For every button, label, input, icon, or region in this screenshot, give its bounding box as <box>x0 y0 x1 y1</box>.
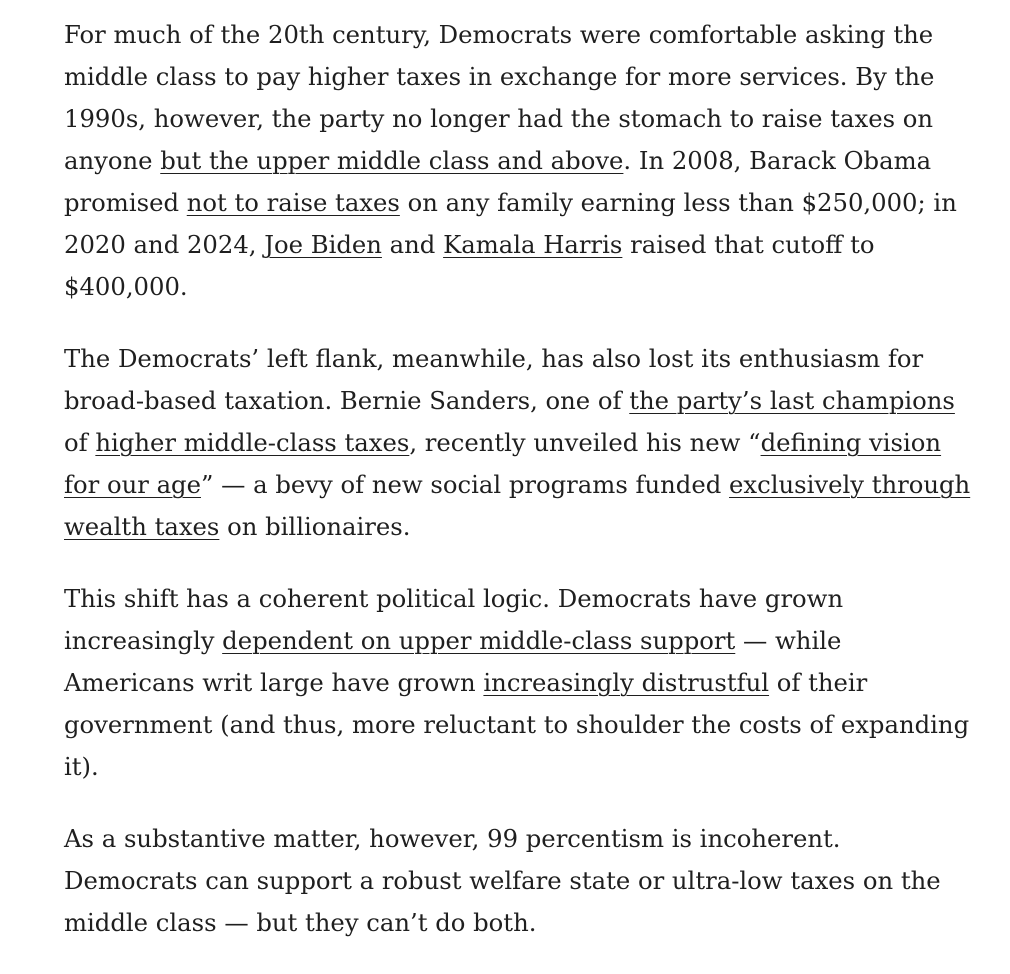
paragraph-text: . In 2008, Barack Obama promised <box>64 146 932 217</box>
link-increasingly-distrustful[interactable]: increasingly distrustful <box>483 668 770 697</box>
link-partys-last-champions[interactable]: the party’s last champions <box>629 386 955 415</box>
paragraph-text: raised that cutoff to $400,000. <box>64 230 875 301</box>
paragraph-text: of <box>64 428 96 457</box>
paragraph-3 <box>64 578 974 788</box>
link-upper-middle-class-support[interactable]: dependent on upper middle-class support <box>222 626 736 655</box>
link-defining-vision[interactable]: defining vision for our age <box>64 428 942 499</box>
paragraph-text: The Democrats’ left flank, meanwhile, has also lost its enthusiasm for broad-based taxation. Bernie Sanders, one of <box>64 344 924 415</box>
paragraph-text: ” — a bevy of new social programs funded <box>201 470 730 499</box>
article-body <box>64 14 974 974</box>
paragraph-text: This shift has a coherent political logic. Democrats have grown increasingly <box>64 584 844 655</box>
link-kamala-harris[interactable]: Kamala Harris <box>443 230 623 259</box>
paragraph-text: and <box>381 230 444 259</box>
paragraph-4 <box>64 818 974 944</box>
link-wealth-taxes[interactable]: exclusively through wealth taxes <box>64 470 971 541</box>
link-upper-middle-class[interactable]: but the upper middle class and above <box>160 146 624 175</box>
paragraph-text: of their government (and thus, more reluctant to shoulder the costs of expanding it). <box>64 668 970 781</box>
paragraph-text: on any family earning less than $250,000; in 2020 and 2024, <box>64 188 957 259</box>
paragraph-text: For much of the 20th century, Democrats were comfortable asking the middle class to pay higher taxes in exchange for more services. By the 1990s, however, the party no longer had the stomach to raise taxes on anyone <box>64 20 935 175</box>
paragraph-text: , recently unveiled his new “ <box>409 428 761 457</box>
paragraph-text: — while Americans writ large have grown <box>64 626 842 697</box>
link-joe-biden[interactable]: Joe Biden <box>264 230 382 259</box>
link-not-to-raise-taxes[interactable]: not to raise taxes <box>186 188 400 217</box>
paragraph-2 <box>64 338 974 548</box>
link-higher-middle-class-taxes[interactable]: higher middle-class taxes <box>95 428 410 457</box>
paragraph-text: on billionaires. <box>219 512 411 541</box>
paragraph-text: As a substantive matter, however, 99 percentism is incoherent. Democrats can support a robust welfare state or ultra-low taxes on the middle class — but they can’t do both. <box>64 824 941 937</box>
paragraph-1 <box>64 14 974 308</box>
